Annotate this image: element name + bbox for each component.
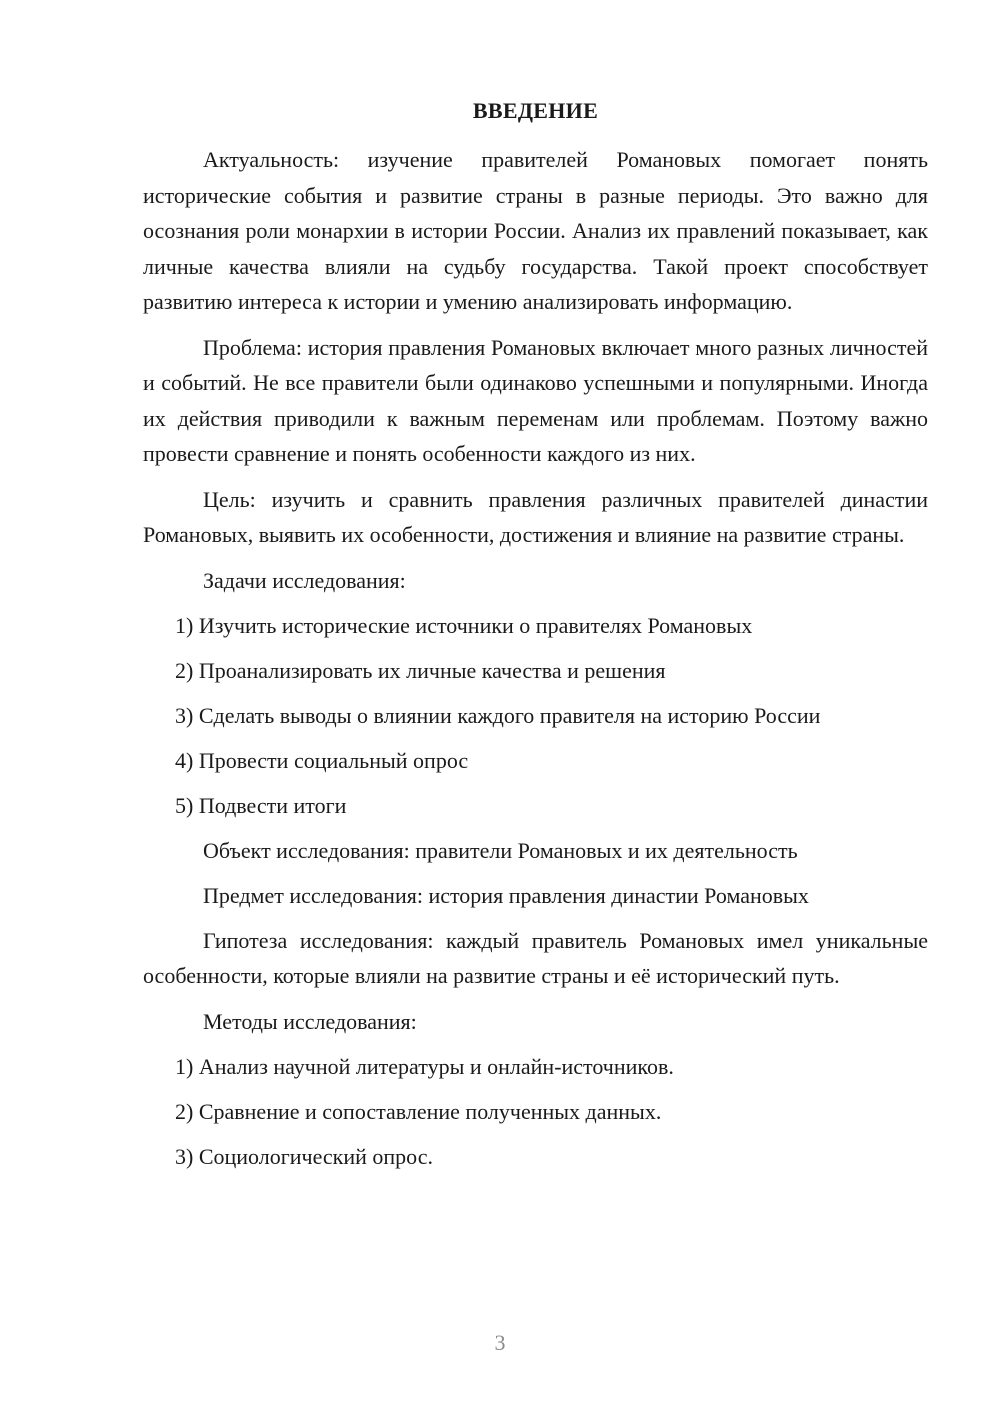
hypothesis-paragraph: Гипотеза исследования: каждый правитель Романовых имел уникальные особенности, которые влияли на развитие страны и её исторический путь. [143, 927, 928, 988]
list-item: 3) Социологический опрос. [175, 1143, 433, 1169]
list-item: 1) Изучить исторические источники о правителях Романовых [175, 612, 753, 638]
tasks-heading: Задачи исследования: [203, 567, 406, 593]
methods-heading: Методы исследования: [203, 1008, 417, 1034]
list-item: 3) Сделать выводы о влиянии каждого правителя на историю России [175, 702, 821, 728]
list-item: 5) Подвести итоги [175, 792, 347, 818]
relevance-paragraph: Актуальность: изучение правителей Романовых помогает понять исторические события и развитие страны в разные периоды. Это важно для осознания роли монархии в истории России. Анализ их правлений показывает, как личные качества влияли на судьбу государства. Такой проект способствует развитию интереса к истории и умению анализировать информацию. [143, 147, 928, 314]
list-item: 2) Сравнение и сопоставление полученных данных. [175, 1098, 662, 1124]
list-item: 2) Проанализировать их личные качества и решения [175, 657, 666, 683]
list-item: 4) Провести социальный опрос [175, 747, 469, 773]
goal-paragraph: Цель: изучить и сравнить правления различных правителей династии Романовых, выявить их особенности, достижения и влияние на развитие страны. [143, 486, 928, 547]
object-line: Объект исследования: правители Романовых и их деятельность [203, 837, 798, 863]
document-page [143, 96, 928, 1174]
page-number: 3 [494, 1330, 506, 1355]
subject-line: Предмет исследования: история правления династии Романовых [203, 882, 809, 908]
tasks-list [143, 608, 928, 823]
problem-paragraph: Проблема: история правления Романовых включает много разных личностей и событий. Не все правители были одинаково успешными и популярными. Иногда их действия приводили к важным переменам или проблемам. Поэтому важно провести сравнение и понять особенности каждого из них. [143, 334, 928, 466]
document-title: ВВЕДЕНИЕ [472, 98, 599, 123]
list-item: 1) Анализ научной литературы и онлайн-источников. [175, 1053, 674, 1079]
methods-list [143, 1049, 928, 1174]
